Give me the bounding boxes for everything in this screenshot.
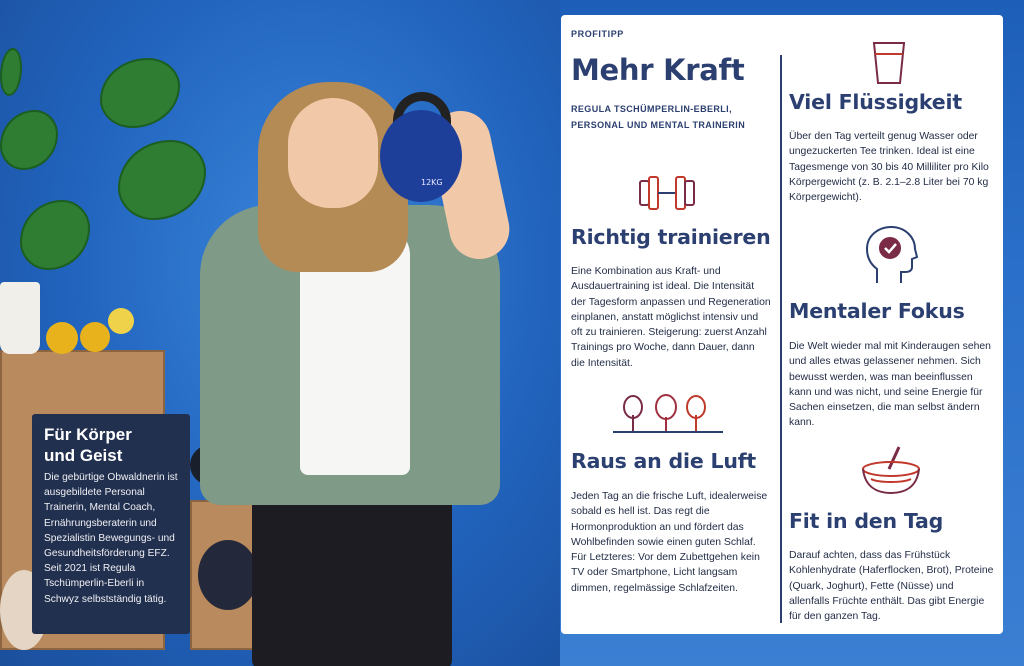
massage-ball: [46, 322, 78, 354]
bio-text: Die gebürtige Obwaldnerin ist ausgebildete Personal Trainerin, Mental Coach, Ernährungsberaterin und Spezialistin Bewegungs- und Gesundheitsförderung EFZ. Seit 2021 ist Regula Tschümperlin-Eberli in Schwyz selbstständig tätig.: [44, 472, 178, 605]
glass-icon: [869, 40, 909, 86]
bio-title: [44, 424, 178, 466]
section-text: Über den Tag verteilt genug Wasser oder ungezuckerten Tee trinken. Ideal ist eine Tagesmenge von 30 bis 40 Milliliter pro Kilo Körpergewicht (z. B. 2.1–2.8 Liter bei 70 kg Körpergewicht).: [789, 131, 989, 204]
author-credit: [571, 101, 771, 133]
massage-ball: [80, 322, 110, 352]
kettlebell-small: [198, 540, 258, 610]
kettlebell: [380, 110, 462, 202]
section-title: Raus an die Luft: [571, 449, 757, 473]
page-title: Mehr Kraft: [571, 53, 745, 87]
massage-ball: [108, 308, 134, 334]
dumbbell-icon: [636, 173, 698, 213]
trees-icon: [611, 393, 725, 439]
section-title: Richtig trainieren: [571, 225, 771, 249]
plant-pot: [0, 282, 40, 354]
tips-card: [561, 15, 1003, 634]
section-title: Fit in den Tag: [789, 509, 944, 533]
section-title: Mentaler Fokus: [789, 299, 965, 323]
section-text: Darauf achten, dass das Frühstück Kohlenhydrate (Haferflocken, Brot), Proteine (Quark, Joghurt), Fette (Nüsse) und allenfalls Früchte enthält. Das gibt Energie für den ganzen Tag.: [789, 550, 994, 623]
section-text: Eine Kombination aus Kraft- und Ausdauertraining ist ideal. Die Intensität der Tagesform anpassen und Regeneration einplanen, anstatt möglichst intensiv und oft zu trainieren. Steigerung: zuerst Anzahl Trainings pro Woche, dann Dauer, dann die Intensität.: [571, 266, 771, 369]
bio-box: [32, 414, 190, 634]
section-text: Jeden Tag an die frische Luft, idealerweise sobald es hell ist. Das regt die Hormonproduktion an und fördert das Wohlbefinden sowie einen guten Schlaf. Für Letzteres: Vor dem Zubettgehen kein TV oder Smartphone, Licht langsam dimmen, regelmässige Schlafzeiten.: [571, 491, 768, 594]
bowl-icon: [859, 443, 923, 497]
author-role: PERSONAL UND MENTAL TRAINERIN: [571, 120, 746, 130]
section-text: Die Welt wieder mal mit Kinderaugen sehen und alles etwas gelassener nehmen. Sich bewusst werden, was man beeinflussen kann und was nicht, und seine Energie für Sachen einsetzen, die man selbst ändern kann.: [789, 341, 991, 429]
kettlebell-label: 12KG: [421, 178, 443, 187]
bio-title-line1: Für Körper: [44, 425, 132, 444]
column-divider: [780, 55, 782, 623]
person-face: [288, 98, 378, 208]
author-name: REGULA TSCHÜMPERLIN-EBERLI,: [571, 104, 732, 114]
head-check-icon: [865, 225, 919, 287]
bio-title-line2: und Geist: [44, 446, 123, 465]
kicker: PROFITIPP: [571, 29, 624, 39]
section-title: Viel Flüssigkeit: [789, 90, 962, 114]
